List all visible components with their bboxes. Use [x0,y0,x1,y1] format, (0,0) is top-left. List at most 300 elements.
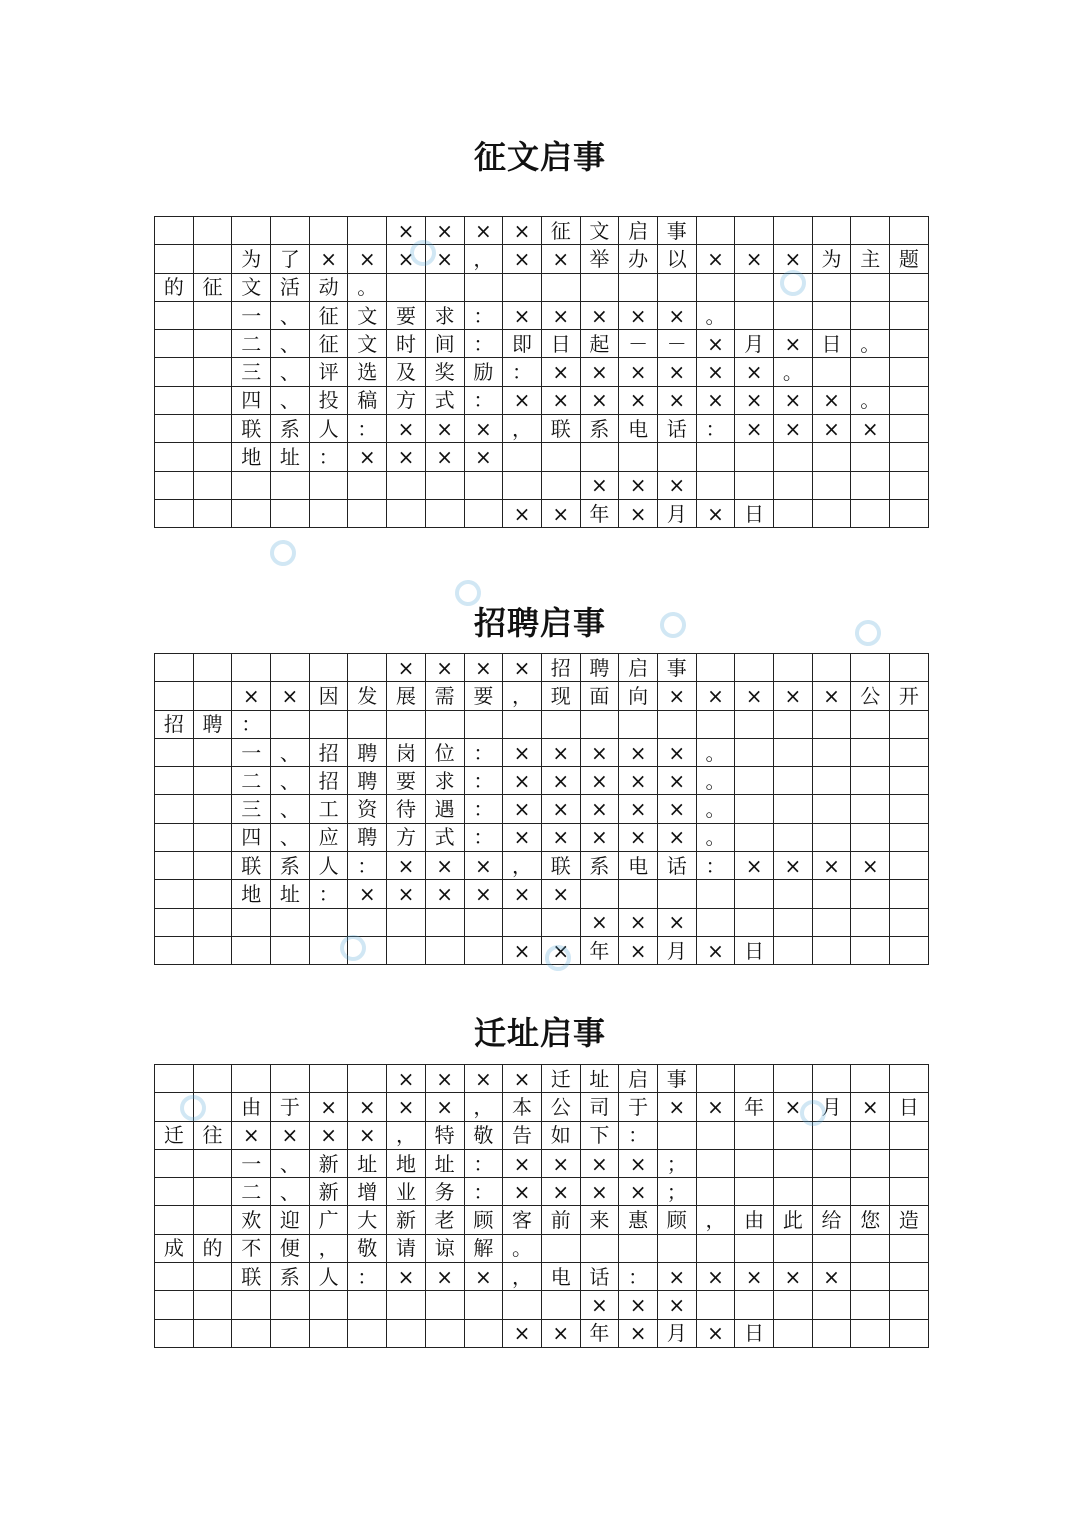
grid-cell: 告 [503,1121,542,1149]
grid-cell [309,1065,348,1093]
grid-cell [812,767,851,795]
grid-cell: 造 [890,1206,929,1234]
grid-cell: × [425,415,464,443]
grid-cell: × [503,880,542,908]
grid-row [155,330,929,358]
grid-cell [812,301,851,329]
grid-cell [696,217,735,245]
grid-cell [580,880,619,908]
grid-cell: ， [464,1093,503,1121]
grid-cell: 为 [232,245,271,273]
grid-cell [425,710,464,738]
grid-cell [735,710,774,738]
grid-cell: 。 [696,795,735,823]
grid-cell: × [619,301,658,329]
grid-cell [735,767,774,795]
grid-cell [774,738,813,766]
grid-cell: 启 [619,654,658,682]
grid-cell: × [580,795,619,823]
grid-cell: 求 [425,767,464,795]
grid-cell [774,767,813,795]
grid-cell: 由 [735,1206,774,1234]
grid-cell [503,908,542,936]
grid-cell: × [425,880,464,908]
grid-cell: × [774,415,813,443]
grid-cell: 联 [232,415,271,443]
grid-cell [193,1319,232,1347]
grid-cell: ： [348,852,387,880]
grid-cell [155,682,194,710]
grid-cell [774,1319,813,1347]
grid-cell [851,471,890,499]
grid-cell [271,217,310,245]
grid-cell: 方 [387,386,426,414]
grid-cell [696,654,735,682]
grid-cell [696,908,735,936]
grid-cell: × [309,1121,348,1149]
grid-cell [774,1178,813,1206]
grid-cell [735,654,774,682]
grid-cell [735,471,774,499]
grid-cell [735,1065,774,1093]
grid-cell [348,1065,387,1093]
grid-row [155,443,929,471]
grid-cell [155,880,194,908]
grid-cell: 的 [193,1234,232,1262]
grid-cell [271,499,310,527]
grid-row [155,386,929,414]
grid-cell [155,386,194,414]
grid-cell: 大 [348,1206,387,1234]
grid-cell [232,217,271,245]
grid-cell: × [541,358,580,386]
grid-cell [155,217,194,245]
grid-cell: 评 [309,358,348,386]
grid-row [155,1178,929,1206]
grid-cell: ； [657,1149,696,1177]
grid-cell [735,443,774,471]
grid-cell: × [735,1263,774,1291]
grid-cell [193,499,232,527]
grid-cell: 公 [541,1093,580,1121]
grid-cell: × [503,936,542,964]
grid-cell: － [657,330,696,358]
grid-cell [155,1291,194,1319]
grid-cell: × [696,386,735,414]
grid-cell: 。 [696,767,735,795]
grid-cell: × [503,245,542,273]
grid-cell: × [541,499,580,527]
grid-cell: × [580,908,619,936]
grid-cell [464,471,503,499]
grid-cell: × [774,682,813,710]
grid-cell: × [425,852,464,880]
grid-cell [774,710,813,738]
grid-cell [890,471,929,499]
grid-cell: × [232,1121,271,1149]
grid-cell: 招 [541,654,580,682]
grid-cell [387,273,426,301]
grid-cell: × [541,1319,580,1347]
grid-cell [193,767,232,795]
grid-cell: 日 [812,330,851,358]
grid-cell [464,936,503,964]
grid-cell [193,217,232,245]
grid-cell [193,386,232,414]
grid-cell: 日 [735,499,774,527]
grid-cell [735,880,774,908]
grid-cell: × [851,1093,890,1121]
grid-cell: 址 [580,1065,619,1093]
grid-cell [851,767,890,795]
grid-cell [387,471,426,499]
grid-cell: 解 [464,1234,503,1262]
grid-cell: 系 [580,415,619,443]
grid-cell: × [387,245,426,273]
grid-cell: 、 [271,738,310,766]
grid-cell [812,1319,851,1347]
grid-cell: × [696,682,735,710]
grid-cell: 年 [580,1319,619,1347]
grid-row [155,654,929,682]
grid-cell: 由 [232,1093,271,1121]
grid-cell: × [735,852,774,880]
grid-cell [425,908,464,936]
grid-cell: × [541,386,580,414]
grid-cell [890,443,929,471]
grid-cell: × [657,738,696,766]
grid-cell [619,1234,658,1262]
grid-cell: × [580,471,619,499]
grid-cell [890,1291,929,1319]
grid-cell [774,880,813,908]
grid-cell [271,710,310,738]
grid-cell: 三 [232,795,271,823]
grid-cell [271,471,310,499]
grid-cell [890,1121,929,1149]
grid-cell: 新 [309,1149,348,1177]
grid-cell: 便 [271,1234,310,1262]
grid-cell: 月 [812,1093,851,1121]
grid-row [155,1319,929,1347]
grid-cell: 址 [271,443,310,471]
grid-cell: 启 [619,217,658,245]
grid-cell: × [387,217,426,245]
grid-cell: × [503,301,542,329]
grid-cell: 现 [541,682,580,710]
grid-cell: × [735,682,774,710]
grid-cell [155,823,194,851]
grid-cell: × [657,1093,696,1121]
grid-cell: 待 [387,795,426,823]
grid-cell [155,499,194,527]
grid-cell [425,273,464,301]
grid-cell [155,1319,194,1347]
grid-cell [851,823,890,851]
grid-cell [696,273,735,301]
grid-cell: × [503,823,542,851]
grid-cell [657,710,696,738]
grid-cell: 下 [580,1121,619,1149]
grid-cell: ， [464,245,503,273]
grid-cell: ： [232,710,271,738]
grid-cell: 不 [232,1234,271,1262]
grid-cell: × [503,1065,542,1093]
grid-cell: 起 [580,330,619,358]
grid-cell: 方 [387,823,426,851]
grid-cell: × [735,386,774,414]
grid-cell [619,710,658,738]
grid-cell [193,1093,232,1121]
grid-cell [890,880,929,908]
grid-cell: ， [387,1121,426,1149]
grid-cell: × [657,386,696,414]
grid-cell: 。 [774,358,813,386]
grid-cell: 。 [696,301,735,329]
grid-cell [851,710,890,738]
grid-cell [193,654,232,682]
grid-cell [232,499,271,527]
grid-cell [812,710,851,738]
grid-cell: － [619,330,658,358]
grid-cell: 电 [619,415,658,443]
grid-cell [696,1149,735,1177]
grid-cell [348,499,387,527]
grid-cell: 日 [541,330,580,358]
grid-cell [193,1149,232,1177]
grid-cell [348,1319,387,1347]
grid-cell: 话 [580,1263,619,1291]
grid-cell: 文 [348,330,387,358]
grid-row [155,1121,929,1149]
grid-cell [890,1178,929,1206]
grid-cell [890,330,929,358]
grid-cell [774,1149,813,1177]
grid-cell: 欢 [232,1206,271,1234]
grid-cell [812,358,851,386]
grid-row [155,1149,929,1177]
grid-cell: × [387,654,426,682]
grid-cell [155,358,194,386]
grid-cell: ， [503,682,542,710]
grid-cell: × [657,767,696,795]
grid-cell [541,443,580,471]
grid-cell [155,1149,194,1177]
grid-cell [155,415,194,443]
grid-cell [774,1121,813,1149]
grid-cell [464,908,503,936]
grid-cell: × [657,358,696,386]
watermark-logo [265,535,302,572]
grid-cell [232,1291,271,1319]
grid-cell: 系 [271,852,310,880]
grid-cell: × [425,1263,464,1291]
grid-cell: 。 [696,823,735,851]
grid-cell [735,1234,774,1262]
section-title-relocation: 迁址启事 [473,1014,606,1052]
grid-cell: × [580,738,619,766]
grid-cell [271,908,310,936]
grid-row [155,1234,929,1262]
grid-cell [155,1263,194,1291]
grid-cell [193,795,232,823]
grid-cell: ： [696,415,735,443]
grid-cell: × [774,245,813,273]
grid-cell [309,471,348,499]
grid-cell: × [657,1291,696,1319]
grid-cell: × [464,852,503,880]
grid-cell: × [580,301,619,329]
grid-table-essay [154,216,929,528]
grid-cell [851,936,890,964]
grid-cell [271,1319,310,1347]
grid-cell: ： [464,795,503,823]
grid-cell: × [541,936,580,964]
grid-cell [155,654,194,682]
grid-cell: 迁 [155,1121,194,1149]
grid-cell: 地 [387,1149,426,1177]
grid-cell: 要 [464,682,503,710]
grid-cell: 为 [812,245,851,273]
grid-cell [155,795,194,823]
grid-cell: 联 [541,415,580,443]
grid-cell [774,936,813,964]
grid-cell [348,936,387,964]
grid-cell: × [464,443,503,471]
grid-cell: × [696,1263,735,1291]
grid-cell [735,795,774,823]
grid-cell: 公 [851,682,890,710]
grid-cell [464,499,503,527]
grid-cell [193,682,232,710]
grid-cell: × [348,1121,387,1149]
grid-cell: 聘 [348,767,387,795]
grid-cell: × [657,908,696,936]
grid-cell [193,1206,232,1234]
grid-cell [232,936,271,964]
grid-cell: 联 [541,852,580,880]
grid-cell [348,654,387,682]
grid-cell: 成 [155,1234,194,1262]
grid-cell: 事 [657,654,696,682]
grid-cell [155,852,194,880]
grid-row [155,1093,929,1121]
grid-cell: × [464,654,503,682]
grid-cell: 、 [271,1149,310,1177]
grid-cell: × [657,301,696,329]
grid-cell: 一 [232,738,271,766]
grid-cell: × [348,245,387,273]
grid-cell: 于 [619,1093,658,1121]
grid-cell [580,443,619,471]
grid-row [155,908,929,936]
grid-cell: 前 [541,1206,580,1234]
grid-cell [309,1319,348,1347]
grid-cell: 位 [425,738,464,766]
grid-cell: × [503,654,542,682]
grid-cell: × [541,767,580,795]
grid-cell [193,1065,232,1093]
grid-cell: × [425,217,464,245]
grid-row [155,852,929,880]
grid-cell: 您 [851,1206,890,1234]
grid-cell: 式 [425,386,464,414]
grid-cell: 年 [735,1093,774,1121]
grid-cell: 请 [387,1234,426,1262]
grid-cell [890,795,929,823]
grid-cell [309,499,348,527]
grid-cell: × [503,499,542,527]
grid-cell [193,738,232,766]
grid-cell [890,936,929,964]
grid-cell: ， [503,852,542,880]
grid-cell [193,358,232,386]
grid-cell: 展 [387,682,426,710]
grid-cell: 地 [232,880,271,908]
grid-cell [812,738,851,766]
grid-cell [851,217,890,245]
grid-cell: 式 [425,823,464,851]
grid-cell: × [851,415,890,443]
grid-cell: 日 [890,1093,929,1121]
grid-cell [193,443,232,471]
grid-cell: 启 [619,1065,658,1093]
grid-cell [696,443,735,471]
grid-cell: 聘 [348,738,387,766]
grid-cell: 事 [657,1065,696,1093]
grid-cell: × [696,245,735,273]
grid-cell [851,1234,890,1262]
grid-cell: × [503,738,542,766]
grid-cell: × [309,245,348,273]
grid-cell [541,710,580,738]
grid-cell: 往 [193,1121,232,1149]
grid-row [155,1263,929,1291]
grid-row [155,358,929,386]
grid-cell: 、 [271,1178,310,1206]
grid-cell: 一 [232,301,271,329]
grid-cell [851,1178,890,1206]
grid-cell: ， [503,1263,542,1291]
grid-row [155,710,929,738]
grid-cell: × [541,738,580,766]
grid-cell: ： [348,415,387,443]
grid-cell: 工 [309,795,348,823]
grid-cell: ： [619,1121,658,1149]
grid-cell [193,1263,232,1291]
grid-cell: × [812,852,851,880]
grid-cell: 新 [309,1178,348,1206]
grid-cell [735,217,774,245]
grid-cell: × [696,330,735,358]
grid-cell [155,1206,194,1234]
grid-cell: 征 [193,273,232,301]
grid-cell: × [271,682,310,710]
grid-cell [464,273,503,301]
grid-cell [774,217,813,245]
grid-row [155,217,929,245]
grid-cell [309,1291,348,1319]
grid-cell: 二 [232,1178,271,1206]
grid-cell: 聘 [348,823,387,851]
grid-cell [309,908,348,936]
grid-cell [774,908,813,936]
grid-cell: 投 [309,386,348,414]
grid-cell [851,1149,890,1177]
grid-cell: × [619,936,658,964]
grid-cell: 系 [271,415,310,443]
grid-cell: × [387,443,426,471]
